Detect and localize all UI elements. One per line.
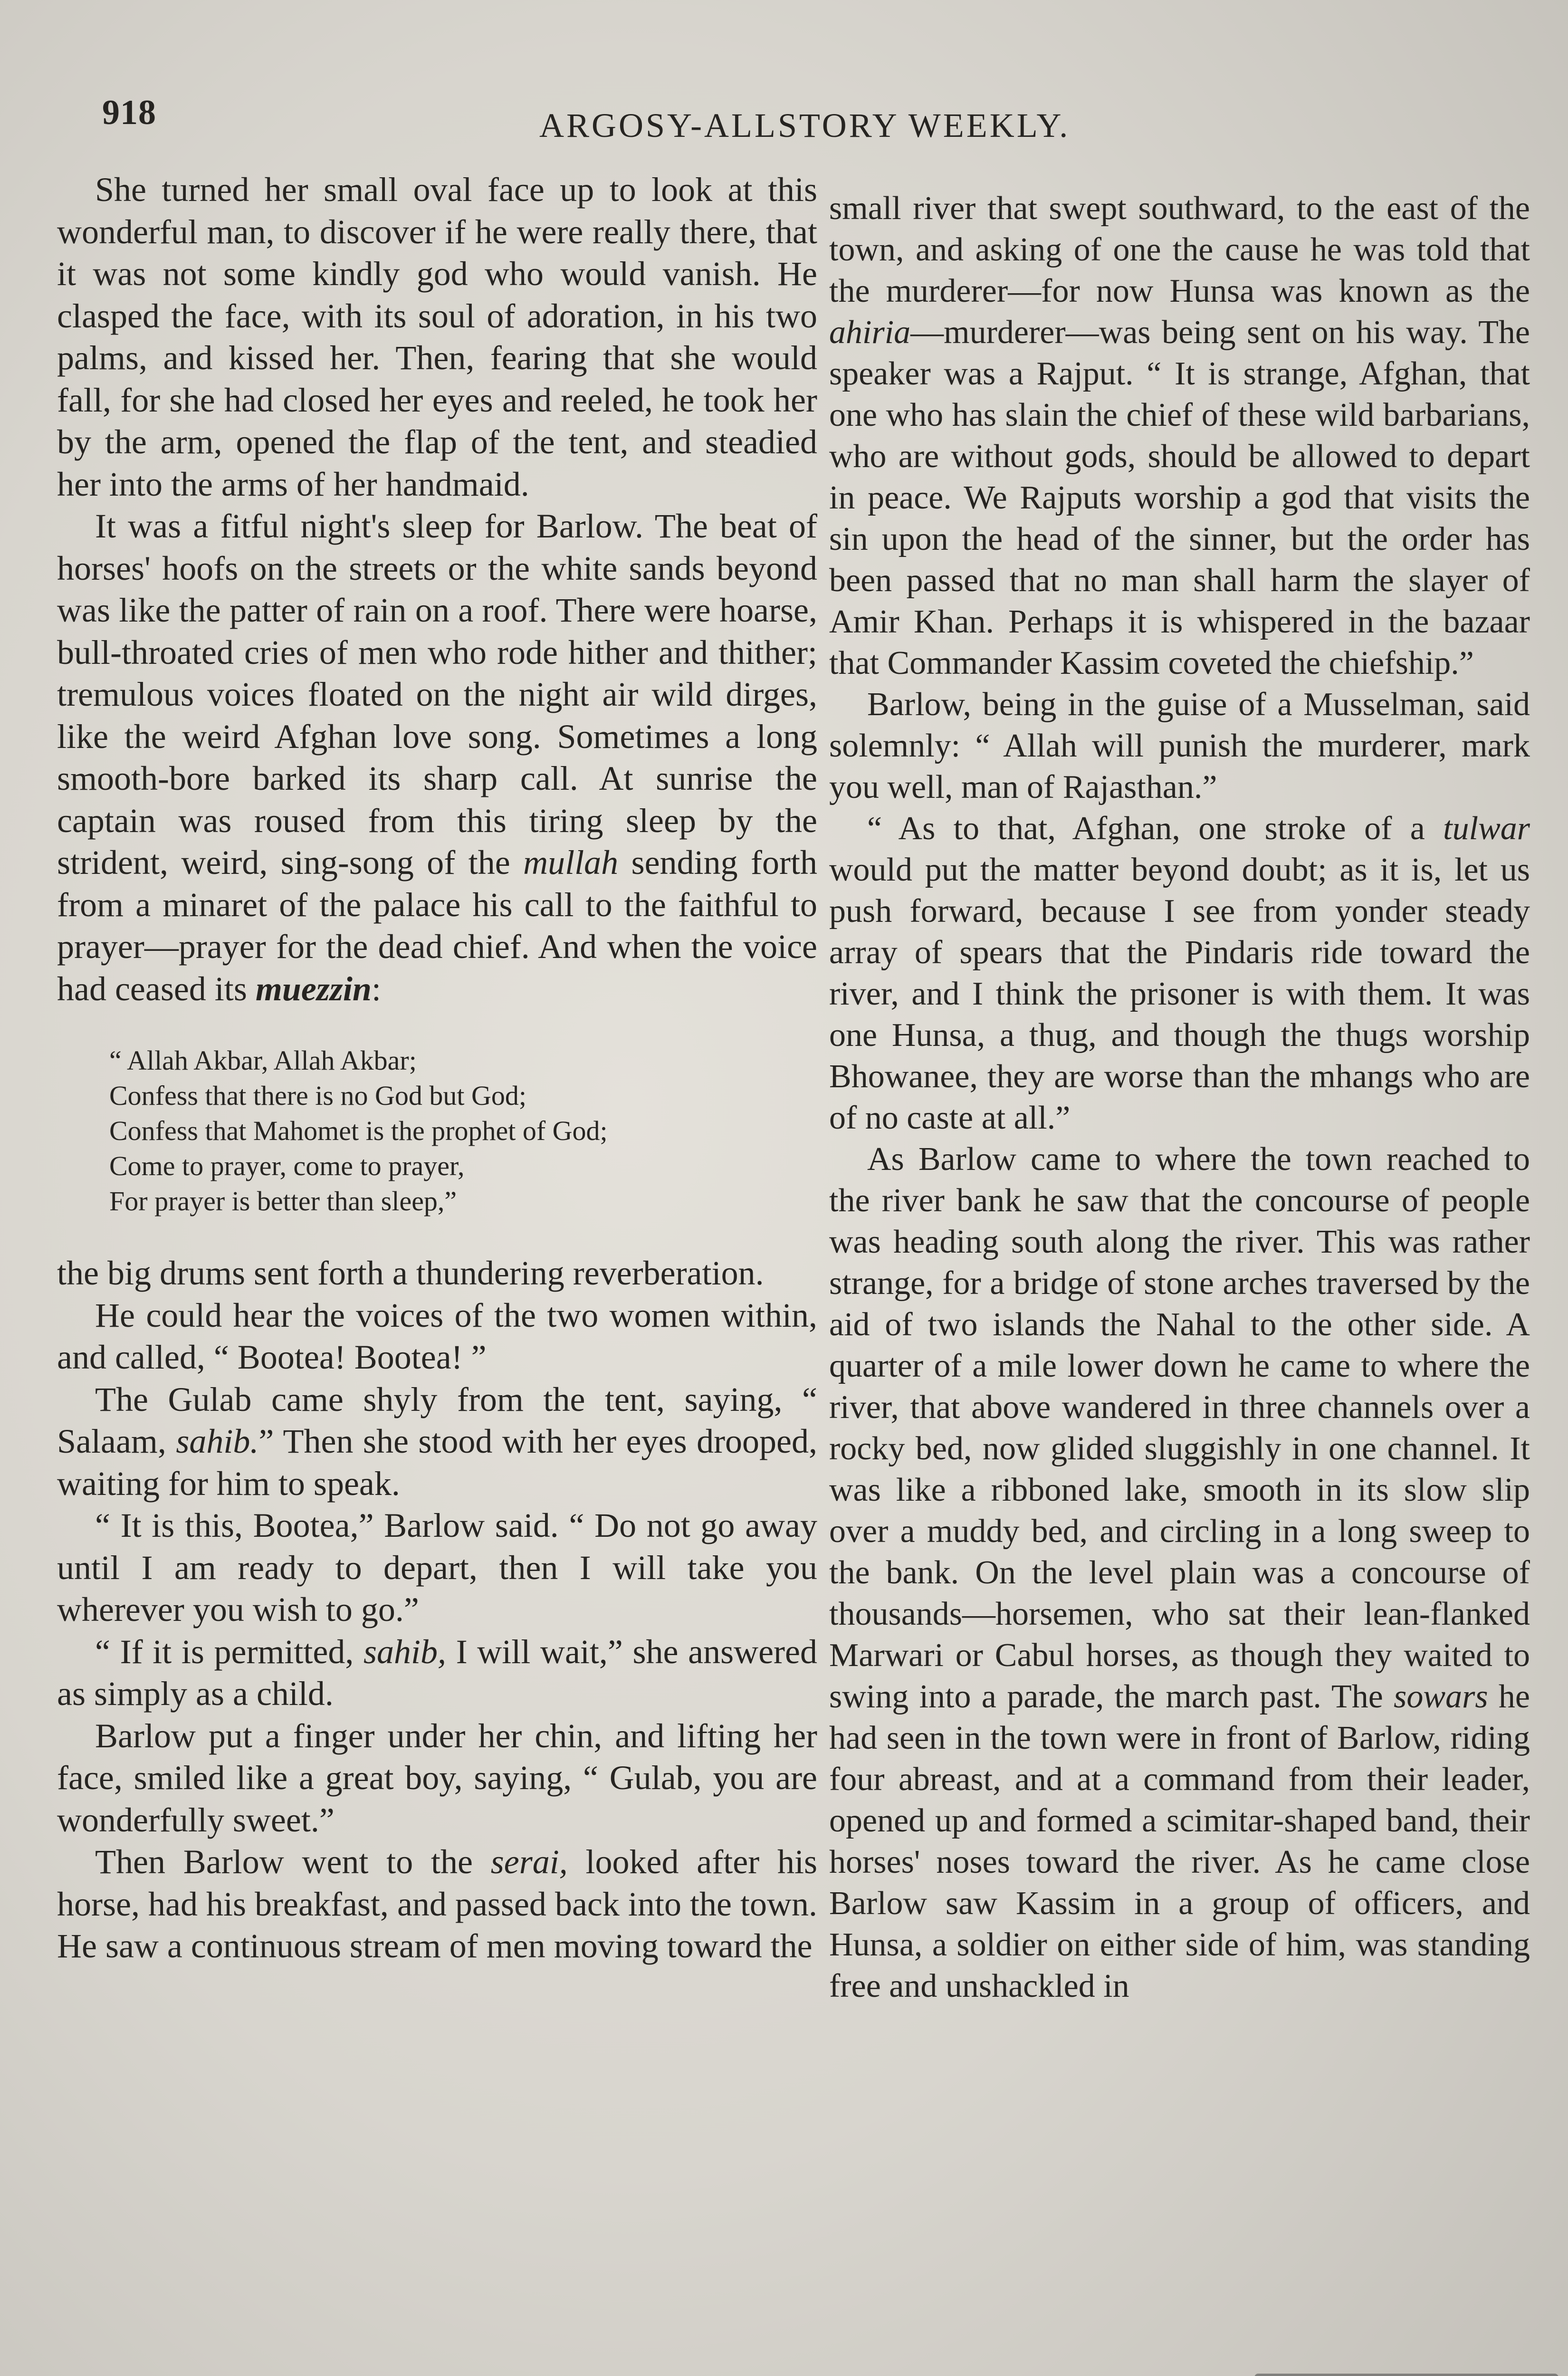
poem-block — [109, 1043, 817, 1219]
italic-term: sahib. — [176, 1422, 259, 1460]
poem-line: “ Allah Akbar, Allah Akbar; — [109, 1045, 417, 1076]
italic-term: serai, — [490, 1843, 568, 1881]
paragraph: Then Barlow went to the serai, looked after his horse, had his breakfast, and passed back into the town. He saw a continuous stream of men moving toward the — [57, 1843, 817, 1965]
page-header — [102, 93, 1140, 159]
paragraph: She turned her small oval face up to look at this wonderful man, to discover if he were really there, that it was not some kindly god who would vanish. He clasped the face, with its soul of adoration, in his two palms, and kissed her. Then, fearing that she would fall, for she had closed her eyes and reeled, he took her by the arm, opened the flap of the tent, and steadied her into the arms of her handmaid. — [57, 171, 817, 503]
paragraph: As Barlow came to where the town reached to the river bank he saw that the concourse of people was heading south along the river. This was rather strange, for a bridge of stone arches traversed by the aid of two islands the Nahal to the other side. A quarter of a mile lower down he came to where the river, that above wandered in three channels over a rocky bed, now glided sluggishly in one channel. It was like a ribboned lake, smooth in its slow slip over a muddy bed, and circling in a long sweep to the bank. On the level plain was a concourse of thousands—horsemen, who sat their lean-flanked Marwari or Cabul horses, as though they waited to swing into a parade, the march past. The sowars he had seen in the town were in front of Barlow, riding four abreast, and at a command from their leader, opened up and formed a scimitar-shaped band, their horses' noses toward the river. As he came close Barlow saw Kassim in a group of officers, and Hunsa, a soldier on either side of him, was standing free and unshackled in — [829, 1141, 1530, 2004]
poem-line: Confess that Mahomet is the prophet of God; — [109, 1115, 608, 1146]
italic-term: sowars — [1394, 1678, 1488, 1715]
paragraph: small river that swept southward, to the east of the town, and asking of one the cause he was told that the murderer—for now Hunsa was known as the ahiria—murderer—was being sent on his way. The speaker was a Rajput. “ It is strange, Afghan, that one who has slain the chief of these wild barbarians, who are without gods, should be allowed to depart in peace. We Rajputs worship a god that visits the sin upon the head of the sinner, but the order has been passed that no man shall harm the slayer of Amir Khan. Perhaps it is whispered in the bazaar that Commander Kassim coveted the chiefship.” — [829, 190, 1530, 681]
paragraph: “ It is this, Bootea,” Barlow said. “ Do not go away until I am ready to depart, then I will take you wherever you wish to go.” — [57, 1506, 817, 1629]
poem-line: Come to prayer, come to prayer, — [109, 1150, 465, 1181]
poem-line: Confess that there is no God but God; — [109, 1080, 526, 1111]
paragraph: He could hear the voices of the two women within, and called, “ Bootea! Bootea! ” — [57, 1296, 817, 1376]
paragraph: It was a fitful night's sleep for Barlow. The beat of horses' hoofs on the streets or the white sands beyond was like the patter of rain on a roof. There were hoarse, bull-throated cries of men who rode hither and thither; tremulous voices floated on the night air wild dirges, like the weird Afghan love song. Sometimes a long smooth-bore barked its sharp call. At sunrise the captain was roused from this tiring sleep by the strident, weird, sing-song of the mullah sending forth from a minaret of the palace his call to the faithful to prayer—prayer for the dead chief. And when the voice had ceased its muezzin: — [57, 507, 817, 1008]
paragraph: “ If it is permitted, sahib, I will wait,” she answered as simply as a child. — [57, 1632, 817, 1713]
poem-line: For prayer is better than sleep,” — [109, 1186, 457, 1217]
paragraph: “ As to that, Afghan, one stroke of a tulwar would put the matter beyond doubt; as it is, let us push forward, because I see from yonder steady array of spears that the Pindaris ride toward the river, and I think the prisoner is with them. It was one Hunsa, a thug, and though the thugs worship Bhowanee, they are worse than the mhangs who are of no caste at all.” — [829, 810, 1530, 1136]
paragraph: The Gulab came shyly from the tent, saying, “ Salaam, sahib.” Then she stood with her eyes drooped, waiting for him to speak. — [57, 1380, 817, 1503]
right-column — [829, 188, 1530, 2376]
running-title: ARGOSY-ALLSTORY WEEKLY. — [539, 106, 1071, 144]
page-number: 918 — [102, 93, 156, 132]
paragraph: Barlow, being in the guise of a Musselman, said solemnly: “ Allah will punish the murderer, mark you well, man of Rajasthan.” — [829, 686, 1530, 805]
left-column — [57, 169, 817, 2376]
italic-term: tulwar — [1443, 810, 1530, 847]
paragraph: the big drums sent forth a thundering reverberation. — [57, 1254, 764, 1292]
italic-term: mullah — [523, 843, 619, 881]
italic-term: sahib, — [363, 1632, 447, 1671]
italic-term: muezzin — [255, 969, 372, 1008]
site-watermark — [1254, 2374, 1558, 2376]
italic-term: ahiria — [829, 314, 911, 351]
paragraph: Barlow put a finger under her chin, and lifting her face, smiled like a great boy, saying, “ Gulab, you are wonderfully sweet.” — [57, 1716, 817, 1839]
